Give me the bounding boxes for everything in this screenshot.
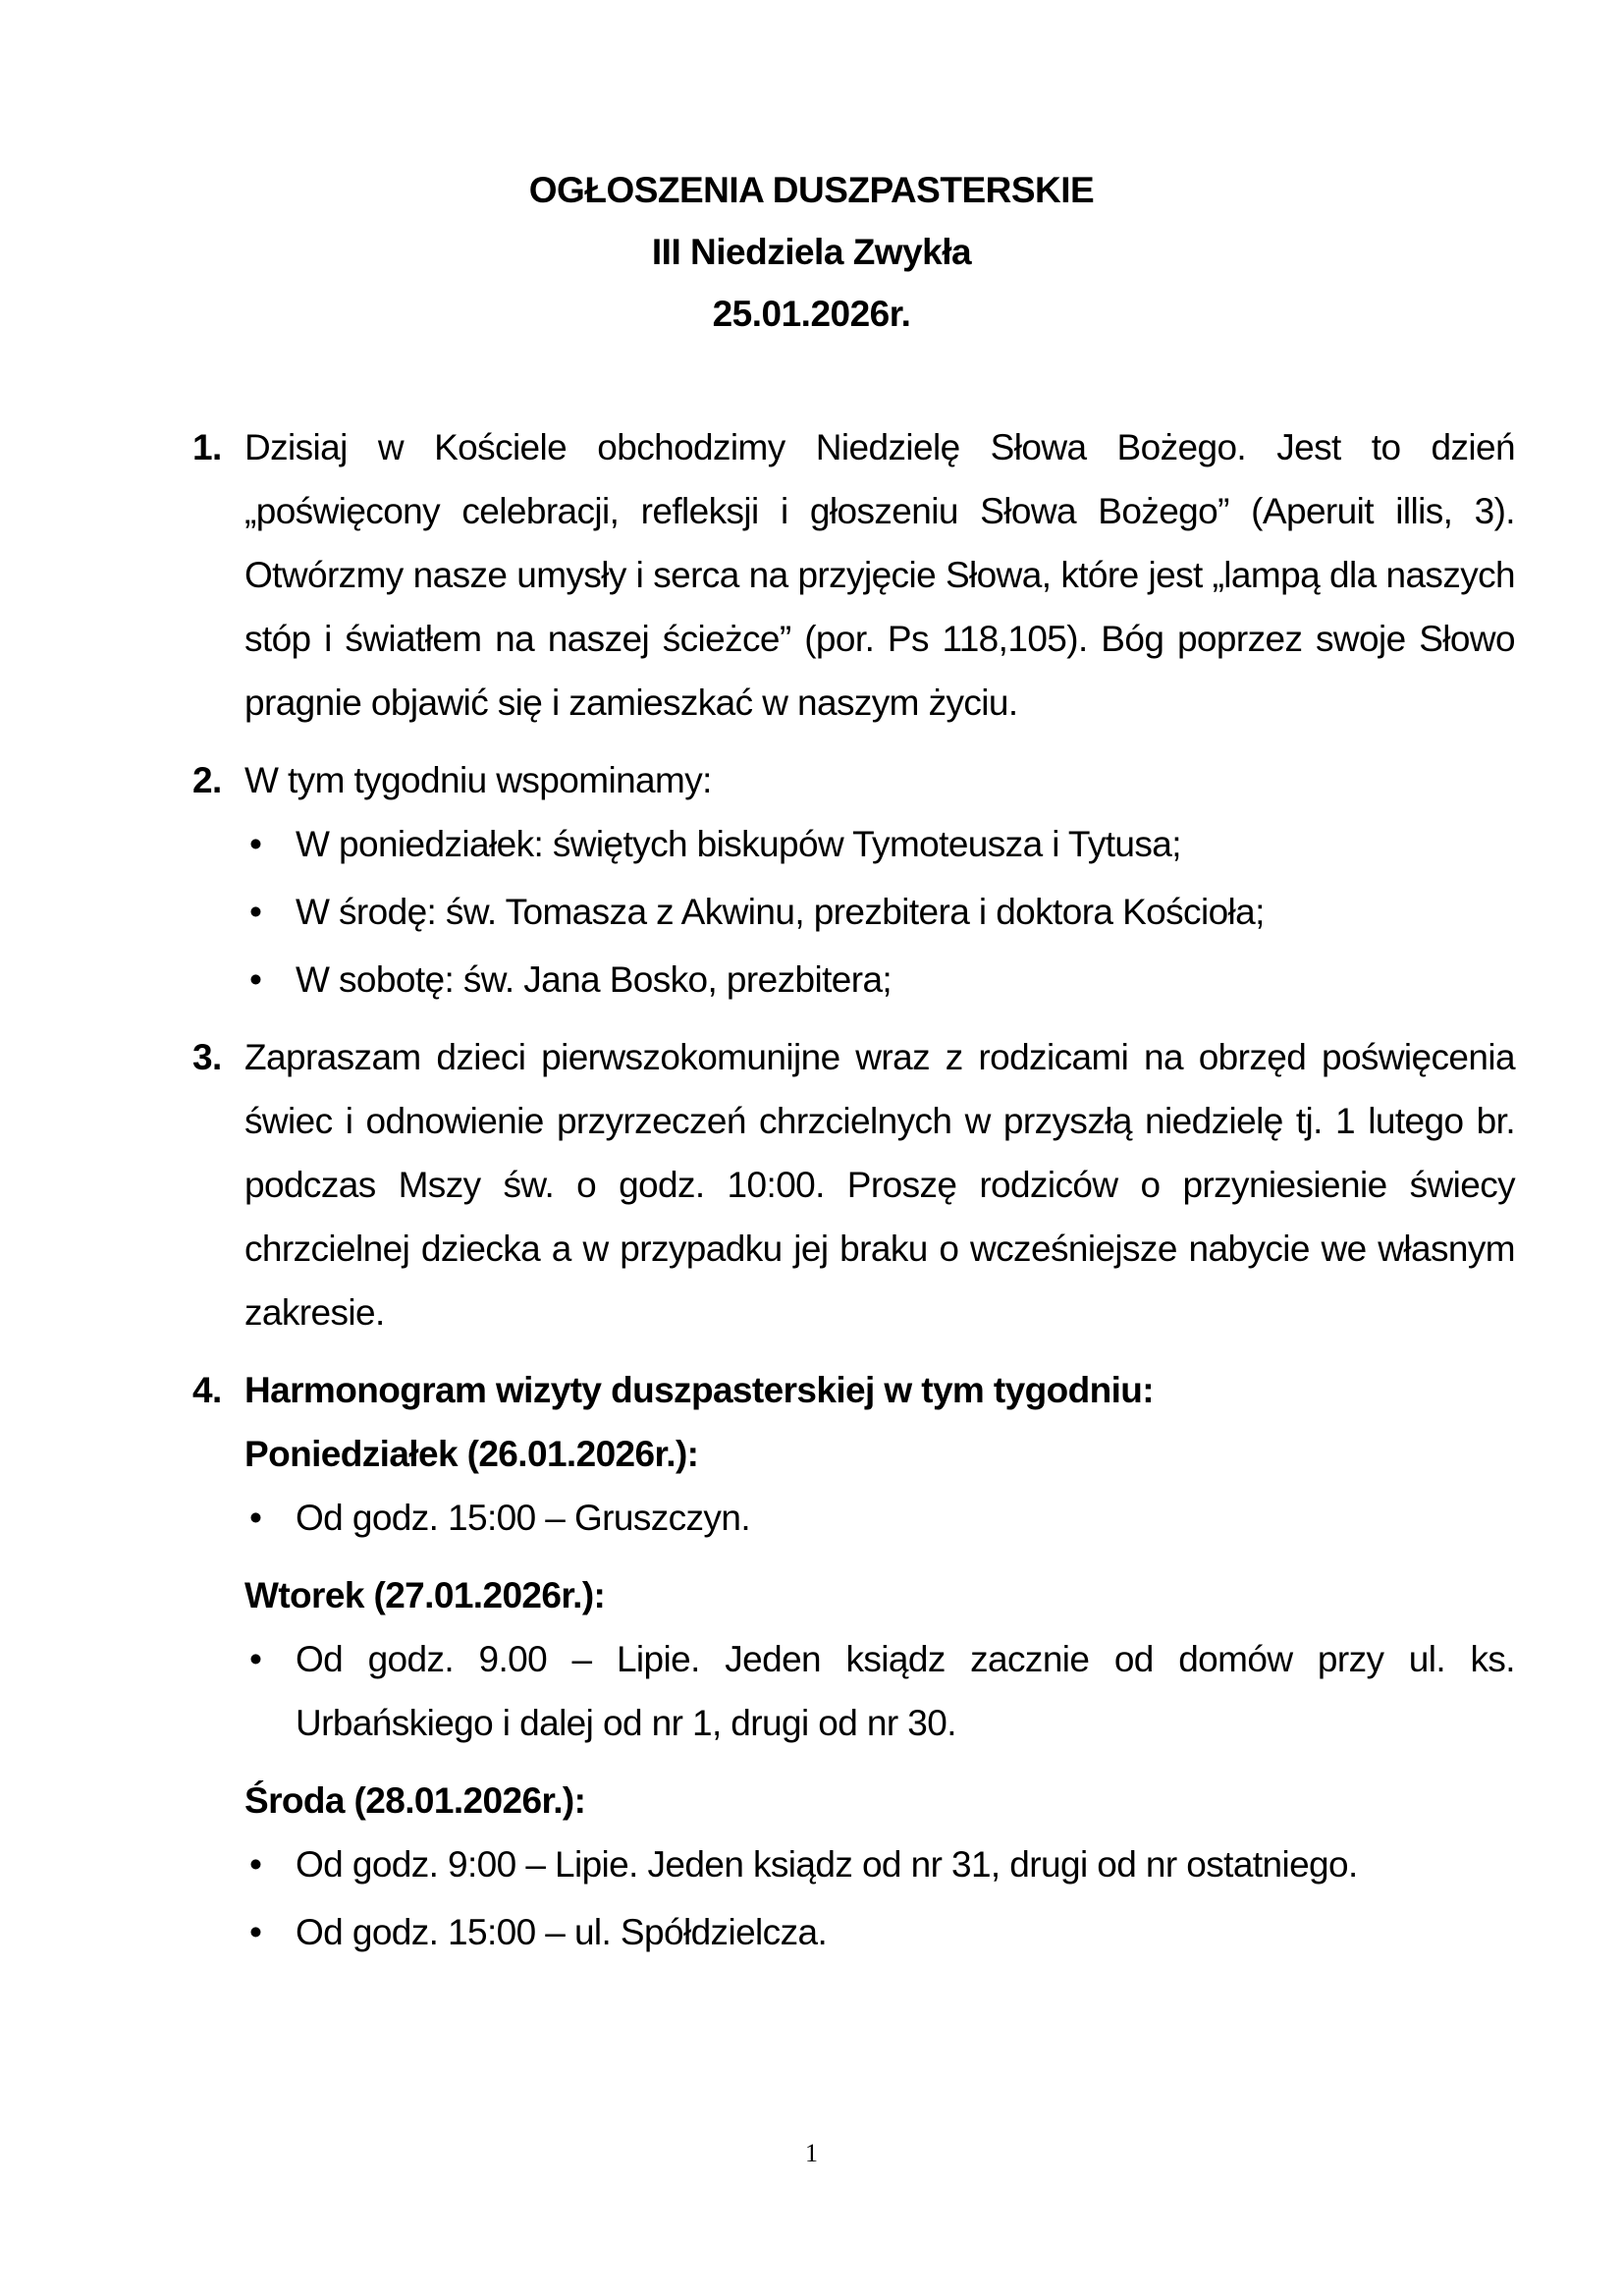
list-item: • W sobotę: św. Jana Bosko, prezbitera; — [244, 948, 1515, 1011]
document-date: 25.01.2026r. — [712, 294, 911, 334]
item-text: Zapraszam dzieci pierwszokomunijne wraz z rodzicami na obrzęd poświęcenia świec i odnowienie przyrzeczeń chrzcielnych w przyszłą niedzielę tj. 1 lutego br. podczas Mszy św. o godz. 10:00. Proszę rodziców o przyniesienie świecy chrzcielnej dziecka a w przypadku jej braku o wcześniejsze nabycie we własnym zakresie. — [244, 1037, 1515, 1333]
bullet-icon: • — [249, 959, 262, 1000]
day-heading-wednesday: Środa (28.01.2026r.): — [244, 1780, 586, 1821]
bullet-icon: • — [249, 892, 262, 932]
list-item: • Od godz. 15:00 – ul. Spółdzielcza. — [244, 1900, 1515, 1964]
bullet-icon: • — [249, 1639, 262, 1679]
day-heading-monday: Poniedziałek (26.01.2026r.): — [244, 1434, 699, 1474]
list-item: • Od godz. 9:00 – Lipie. Jeden ksiądz od nr 31, drugi od nr ostatniego. — [244, 1832, 1515, 1896]
list-item: • W poniedziałek: świętych biskupów Tymoteusza i Tytusa; — [244, 812, 1515, 876]
announcement-item-4 — [192, 1358, 1515, 1964]
memorials-list — [244, 812, 1515, 1011]
bullet-icon: • — [249, 824, 262, 864]
bullet-icon: • — [249, 1912, 262, 1952]
bullet-icon: • — [249, 1844, 262, 1885]
monday-schedule — [244, 1486, 1515, 1550]
announcement-item-1 — [192, 415, 1515, 735]
item-number: 4. — [192, 1370, 222, 1410]
bullet-icon: • — [249, 1498, 262, 1538]
tuesday-schedule — [244, 1627, 1515, 1755]
list-item: • Od godz. 9.00 – Lipie. Jeden ksiądz zacznie od domów przy ul. ks. Urbańskiego i dalej od nr 1, drugi od nr 30. — [244, 1627, 1515, 1755]
announcement-item-2 — [192, 748, 1515, 1011]
item-number: 1. — [192, 427, 222, 467]
item-number: 2. — [192, 760, 222, 800]
day-heading-tuesday: Wtorek (27.01.2026r.): — [244, 1575, 606, 1615]
list-item: • Od godz. 15:00 – Gruszczyn. — [244, 1486, 1515, 1550]
document-title: OGŁOSZENIA DUSZPASTERSKIE — [528, 170, 1095, 210]
announcement-item-3 — [192, 1025, 1515, 1344]
item-number: 3. — [192, 1037, 222, 1077]
list-item: • W środę: św. Tomasza z Akwinu, prezbitera i doktora Kościoła; — [244, 880, 1515, 944]
announcements-list — [192, 415, 1515, 1978]
wednesday-schedule — [244, 1832, 1515, 1964]
item-text: Dzisiaj w Kościele obchodzimy Niedzielę Słowa Bożego. Jest to dzień „poświęcony celebracji, refleksji i głoszeniu Słowa Bożego” (Aperuit illis, 3). Otwórzmy nasze umysły i serca na przyjęcie Słowa, które jest „lampą dla naszych stóp i światłem na naszej ścieżce” (por. Ps 118,105). Bóg poprzez swoje Słowo pragnie objawić się i zamieszkać w naszym życiu. — [244, 427, 1515, 723]
page-number: 1 — [805, 2139, 818, 2167]
document-subtitle: III Niedziela Zwykła — [651, 232, 972, 272]
document-header — [0, 159, 1623, 345]
item-text: Harmonogram wizyty duszpasterskiej w tym tygodniu: — [244, 1370, 1155, 1410]
item-text: W tym tygodniu wspominamy: — [244, 760, 712, 800]
